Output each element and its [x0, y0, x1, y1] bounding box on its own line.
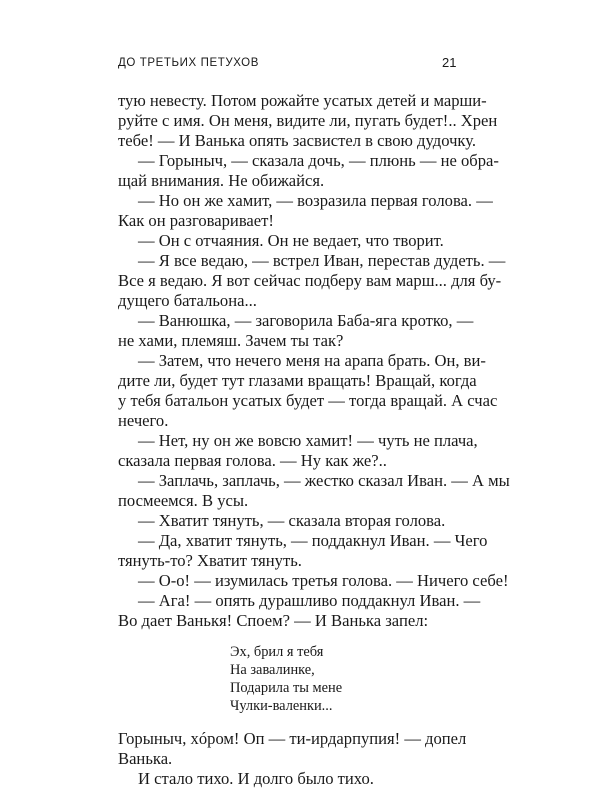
text-line: — О-о! — изумилась третья голова. — Ничего себе!: [138, 571, 509, 590]
text-line: Как он разговаривает!: [118, 211, 274, 230]
text-line: тую невесту. Потом рожайте усатых детей и марши-: [118, 91, 487, 110]
page-number: 21: [442, 55, 457, 70]
text-line: — Я все ведаю, — встрел Иван, перестав дудеть. —: [138, 251, 506, 270]
text-line: посмеемся. В усы.: [118, 491, 249, 510]
text-line: дущего батальона...: [118, 291, 257, 310]
text-line: щай внимания. Не обижайся.: [118, 171, 325, 190]
text-line: тянуть-то? Хватит тянуть.: [118, 551, 302, 570]
text-line: — Затем, что нечего меня на арапа брать. Он, ви-: [138, 351, 486, 370]
verse-line: Эх, брил я тебя: [230, 644, 324, 660]
text-line: у тебя батальон усатых будет — тогда вращай. А счас: [118, 391, 498, 410]
text-line: тебе! — И Ванька опять засвистел в свою дудочку.: [118, 131, 477, 150]
text-line: Ванька.: [118, 749, 173, 768]
text-line: — Ага! — опять дурашливо поддакнул Иван. —: [138, 591, 481, 610]
text-line: Во дает Ванькя! Споем? — И Ванька запел:: [118, 611, 429, 630]
text-line: не хами, племяш. Зачем ты так?: [118, 331, 344, 350]
text-line: сказала первая голова. — Ну как же?..: [118, 451, 387, 470]
text-line: — Да, хватит тянуть, — поддакнул Иван. — Чего: [138, 531, 488, 550]
text-line: — Нет, ну он же вовсю хамит! — чуть не плача,: [138, 431, 478, 450]
text-line: Горыныч, хóром! Оп — ти-ирдарпупия! — допел: [118, 729, 467, 748]
text-line: И стало тихо. И долго было тихо.: [138, 769, 374, 788]
text-line: — Но он же хамит, — возразила первая голова. —: [138, 191, 493, 210]
text-line: — Заплачь, заплачь, — жестко сказал Иван. — А мы: [138, 471, 510, 490]
text-line: — Он с отчаяния. Он не ведает, что творит.: [138, 231, 444, 250]
text-line: руйте с имя. Он меня, видите ли, пугать будет!.. Хрен: [118, 111, 498, 130]
text-line: Все я ведаю. Я вот сейчас подберу вам марш... для бу-: [118, 271, 502, 290]
verse-line: Подарила ты мене: [230, 680, 343, 696]
text-line: — Хватит тянуть, — сказала вторая голова.: [138, 511, 446, 530]
text-line: нечего.: [118, 411, 169, 430]
text-line: дите ли, будет тут глазами вращать! Вращай, когда: [118, 371, 477, 390]
text-line: — Горыныч, — сказала дочь, — плюнь — не обра-: [138, 151, 499, 170]
verse-line: На завалинке,: [230, 662, 315, 678]
text-line: — Ванюшка, — заговорила Баба-яга кротко, —: [138, 311, 474, 330]
verse-line: Чулки-валенки...: [230, 698, 333, 714]
running-title: ДО ТРЕТЬИХ ПЕТУХОВ: [118, 57, 259, 69]
